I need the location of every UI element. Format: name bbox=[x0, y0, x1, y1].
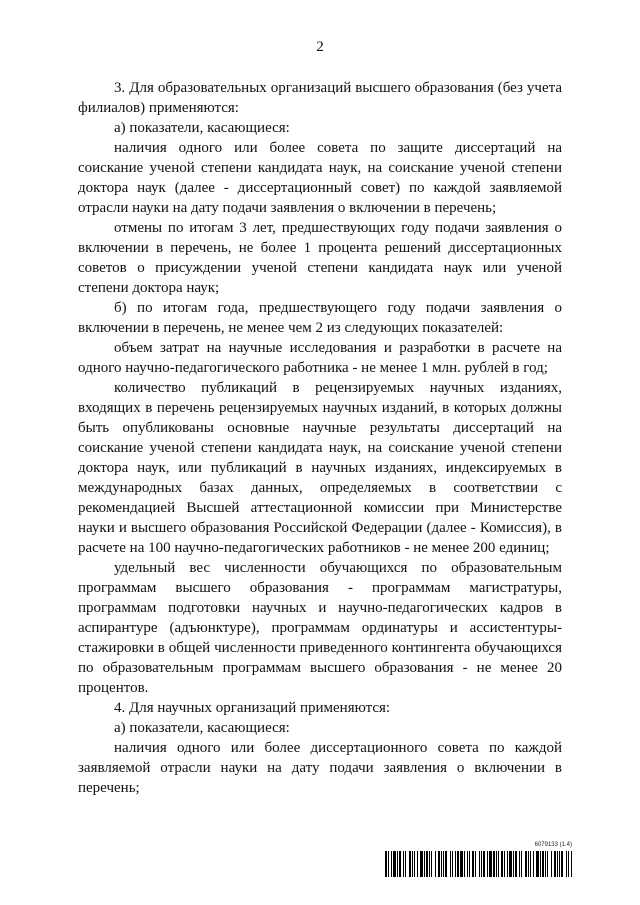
barcode-bar bbox=[445, 851, 447, 877]
barcode-bar bbox=[417, 851, 418, 877]
barcode-bar bbox=[483, 851, 485, 877]
barcode-bar bbox=[405, 851, 406, 877]
paragraph-council-science: наличия одного или более диссертационного совета по каждой заявляемой отрасли науки на дату подачи заявления о включении в перечень; bbox=[78, 740, 562, 796]
barcode-bar bbox=[393, 851, 396, 877]
barcode-bar bbox=[551, 851, 552, 877]
barcode-bar bbox=[452, 851, 453, 877]
barcode-bar bbox=[509, 851, 512, 877]
barcode-bar bbox=[540, 851, 541, 877]
paragraph-research-costs: объем затрат на научные исследования и разработки в расчете на одного научно-педагогического работника - не менее 1 млн. рублей в год; bbox=[78, 340, 562, 376]
barcode-caption: 6079133 (1.4) bbox=[534, 842, 572, 848]
barcode-bar bbox=[455, 851, 456, 877]
barcode-bar bbox=[435, 851, 436, 877]
barcode-bar bbox=[519, 851, 520, 877]
barcode-bar bbox=[431, 851, 432, 877]
barcode-bar bbox=[441, 851, 442, 877]
document-body bbox=[78, 78, 562, 798]
barcode-bar bbox=[489, 851, 492, 877]
barcode-bar bbox=[533, 851, 534, 877]
barcode-bar bbox=[391, 851, 392, 877]
paragraph-subitem-b: б) по итогам года, предшествующего году подачи заявления о включении в перечень, не менее чем 2 из следующих показателей: bbox=[78, 300, 562, 336]
barcode-bar bbox=[525, 851, 527, 877]
barcode-bar bbox=[521, 851, 522, 877]
barcode-bar bbox=[472, 851, 474, 877]
barcode-bar bbox=[566, 851, 567, 877]
barcode-bar bbox=[403, 851, 404, 877]
barcode-bar bbox=[487, 851, 488, 877]
barcode-bar bbox=[542, 851, 544, 877]
page-number: 2 bbox=[316, 39, 324, 55]
barcode-bar bbox=[414, 851, 415, 877]
barcode-bars bbox=[385, 851, 572, 877]
barcode-bar bbox=[561, 851, 563, 877]
barcode-bar bbox=[557, 851, 558, 877]
paragraph-dissertation-council: наличия одного или более совета по защите диссертаций на соискание ученой степени кандидата наук, на соискание ученой степени доктора наук (далее - диссертационный совет) по каждой заявляемой отрасли науки на дату подачи заявления о включении в перечень; bbox=[78, 140, 562, 216]
barcode-bar bbox=[530, 851, 531, 877]
barcode-bar bbox=[467, 851, 468, 877]
barcode-bar bbox=[438, 851, 440, 877]
barcode-bar bbox=[464, 851, 465, 877]
barcode-bar bbox=[397, 851, 398, 877]
barcode-bar bbox=[481, 851, 482, 877]
barcode-bar bbox=[501, 851, 503, 877]
barcode-bar bbox=[388, 851, 389, 877]
barcode-bar bbox=[426, 851, 428, 877]
paragraph-cancellation: отмены по итогам 3 лет, предшествующих году подачи заявления о включении в перечень, не более 1 процента решений диссертационных советов о присуждении ученой степени кандидата наук или ученой степени доктора наук; bbox=[78, 220, 562, 296]
barcode-bar bbox=[498, 851, 499, 877]
barcode-bar bbox=[420, 851, 423, 877]
barcode-bar bbox=[513, 851, 514, 877]
barcode-bar bbox=[460, 851, 463, 877]
barcode-bar bbox=[424, 851, 425, 877]
barcode-bar bbox=[545, 851, 546, 877]
barcode-bar bbox=[515, 851, 517, 877]
barcode-bar bbox=[493, 851, 495, 877]
barcode-bar bbox=[443, 851, 444, 877]
barcode-bar bbox=[507, 851, 508, 877]
paragraph-item-3: 3. Для образовательных организаций высшего образования (без учета филиалов) применяются: bbox=[78, 80, 562, 116]
barcode bbox=[385, 842, 572, 878]
barcode-bar bbox=[429, 851, 430, 877]
barcode-bar bbox=[568, 851, 569, 877]
barcode-bar bbox=[412, 851, 413, 877]
paragraph-subitem-a: а) показатели, касающиеся: bbox=[114, 120, 290, 136]
paragraph-publications: количество публикаций в рецензируемых научных изданиях, входящих в перечень рецензируемых научных изданий, в которых должны быть опубликованы основные научные результаты диссертаций на соискание ученой степени кандидата наук, на соискание ученой степени доктора наук, или публикаций в научных изданиях, индексируемых в международных базах данных, определяемых в соответствии с рекомендацией Высшей аттестационной комиссии при Министерстве науки и высшего образования Российской Федерации (далее - Комиссия), в расчете на 100 научно-педагогических работников - не менее 200 единиц; bbox=[78, 380, 562, 556]
barcode-bar bbox=[479, 851, 480, 877]
barcode-bar bbox=[409, 851, 411, 877]
barcode-bar bbox=[496, 851, 497, 877]
barcode-bar bbox=[475, 851, 476, 877]
barcode-bar bbox=[554, 851, 556, 877]
barcode-bar bbox=[469, 851, 470, 877]
barcode-bar bbox=[504, 851, 505, 877]
barcode-bar bbox=[559, 851, 560, 877]
barcode-bar bbox=[536, 851, 539, 877]
barcode-bar bbox=[457, 851, 459, 877]
barcode-bar bbox=[385, 851, 387, 877]
barcode-bar bbox=[450, 851, 451, 877]
barcode-bar bbox=[571, 851, 572, 877]
paragraph-subitem-a-2: а) показатели, касающиеся: bbox=[114, 720, 290, 736]
paragraph-item-4: 4. Для научных организаций применяются: bbox=[114, 700, 391, 716]
barcode-bar bbox=[528, 851, 529, 877]
barcode-bar bbox=[399, 851, 401, 877]
barcode-bar bbox=[547, 851, 548, 877]
paragraph-students-share: удельный вес численности обучающихся по образовательным программам высшего образования - программам магистратуры, программам подготовки научных и научно-педагогических кадров в аспирантуре (адъюнктуре), программам ординатуры и ассистентуры-стажировки в общей численности приведенного контингента обучающихся по образовательным программам высшего образования - не менее 20 процентов. bbox=[78, 560, 562, 696]
